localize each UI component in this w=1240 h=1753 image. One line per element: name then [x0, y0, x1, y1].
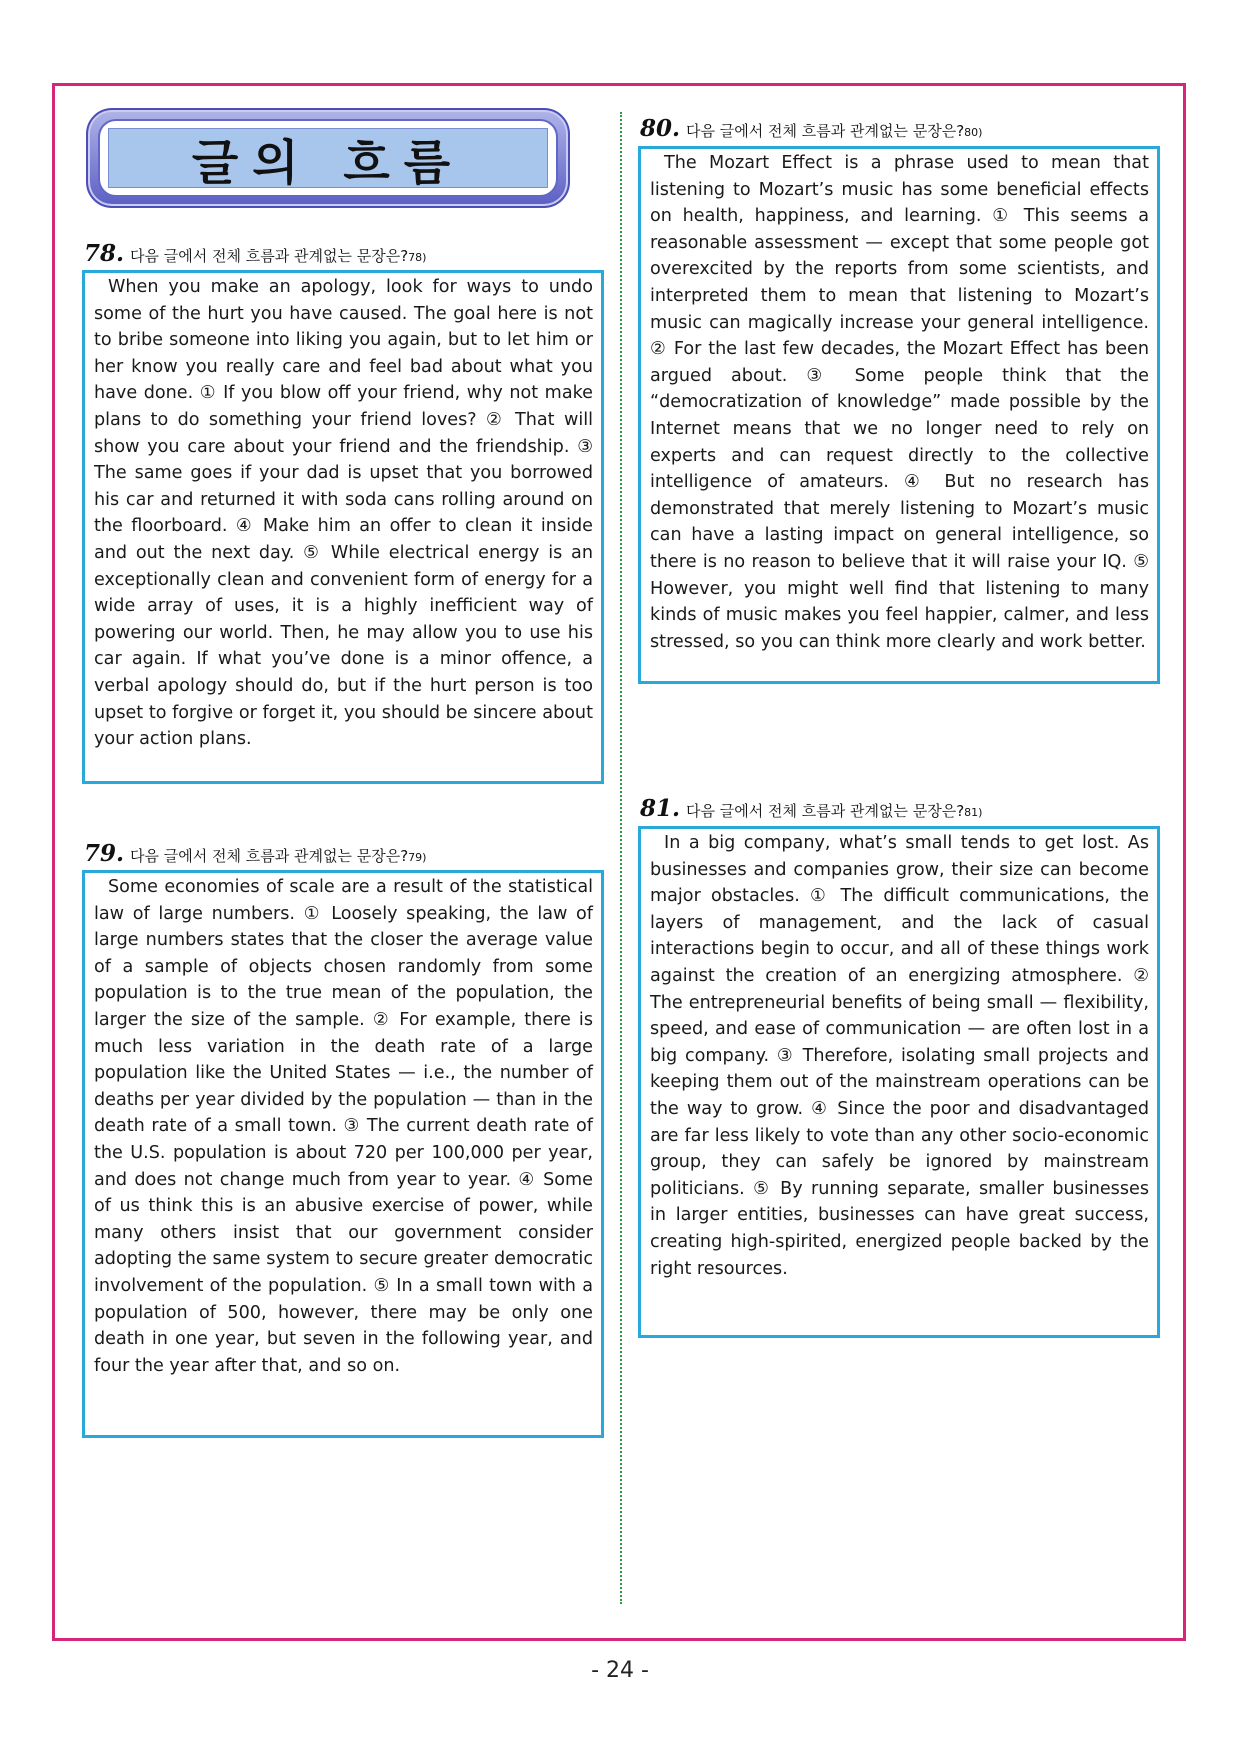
- question-78-passage: When you make an apology, look for ways to undo some of the hurt you have caused. The goal here is not to bribe someone into liking you again, but to let him or her know you really care and feel bad about what you have done. ① If you blow off your friend, why not make plans to do something your friend loves? ② That will show you care about your friend and the friendship. ③ The same goes if your dad is upset that you borrowed his car and returned it with soda cans rolling around on the floorboard. ④ Make him an offer to clean it inside and out the next day. ⑤ While electrical energy is an exceptionally clean and convenient form of energy for a wide array of uses, it is a highly inefficient way of powering our world. Then, he may allow you to use his car again. If what you’ve done is a minor offence, a verbal apology should do, but if the hurt person is too upset to forgive or forget it, you should be sincere about your action plans.: [82, 270, 604, 784]
- footnote-ref: 79): [408, 851, 427, 864]
- banner-inner: [108, 128, 548, 191]
- section-title-banner: [86, 108, 570, 208]
- question-number: 79.: [84, 840, 125, 867]
- footnote-ref: 81): [964, 806, 983, 819]
- question-79-header: [84, 840, 426, 867]
- question-80-passage: The Mozart Effect is a phrase used to mean that listening to Mozart’s music has some beneficial effects on health, happiness, and learning. ① This seems a reasonable assessment — except that some people got overexcited by the reports from some scientists, and interpreted them to mean that listening to Mozart’s music can magically increase your general intelligence. ② For the last few decades, the Mozart Effect has been argued about. ③ Some people think that the “democratization of knowledge” made possible by the Internet means that we no longer need to rely on experts and can request directly to the collective intelligence of amateurs. ④ But no research has demonstrated that merely listening to Mozart’s music can have a lasting impact on general intelligence, so there is no reason to believe that it will raise your IQ. ⑤ However, you might well find that listening to many kinds of music makes you feel happier, calmer, and less stressed, so you can think more clearly and work better.: [638, 146, 1160, 684]
- question-number: 80.: [640, 115, 681, 142]
- question-prompt: 다음 글에서 전체 흐름과 관계없는 문장은?: [686, 802, 965, 820]
- question-79-passage: Some economies of scale are a result of the statistical law of large numbers. ① Loosely speaking, the law of large numbers states that the closer the average value of a sample of objects chosen randomly from some population is to the true mean of the population, the larger the size of the sample. ② For example, there is much less variation in the death rate of a large population like the United States — i.e., the number of deaths per year divided by the population — than in the death rate of a small town. ③ The current death rate of the U.S. population is about 720 per 100,000 per year, and does not change much from year to year. ④ Some of us think this is an abusive exercise of power, while many others insist that our government consider adopting the same system to secure greater democratic involvement of the population. ⑤ In a small town with a population of 500, however, there may be only one death in one year, but seven in the following year, and four the year after that, and so on.: [82, 870, 604, 1438]
- question-number: 78.: [84, 240, 125, 267]
- question-80-header: [640, 115, 982, 142]
- question-78-header: [84, 240, 426, 267]
- footnote-ref: 78): [408, 251, 427, 264]
- page-number: - 24 -: [591, 1658, 649, 1683]
- section-title: 글의 흐름: [191, 134, 465, 191]
- question-prompt: 다음 글에서 전체 흐름과 관계없는 문장은?: [130, 847, 409, 865]
- footnote-ref: 80): [964, 126, 983, 139]
- question-81-passage: In a big company, what’s small tends to get lost. As businesses and companies grow, their size can become major obstacles. ① The difficult communications, the layers of management, and the lack of casual interactions begin to occur, and all of these things work against the creation of an energizing atmosphere. ② The entrepreneurial benefits of being small — flexibility, speed, and ease of communication — are often lost in a big company. ③ Therefore, isolating small projects and keeping them out of the mainstream operations can be the way to grow. ④ Since the poor and disadvantaged are far less likely to vote than any other socio-economic group, they can safely be ignored by mainstream politicians. ⑤ By running separate, smaller businesses in larger entities, businesses can have great success, creating high-spirited, energized people backed by the right resources.: [638, 826, 1160, 1338]
- question-81-header: [640, 795, 982, 822]
- question-prompt: 다음 글에서 전체 흐름과 관계없는 문장은?: [686, 122, 965, 140]
- question-number: 81.: [640, 795, 681, 822]
- question-prompt: 다음 글에서 전체 흐름과 관계없는 문장은?: [130, 247, 409, 265]
- column-divider: [620, 112, 622, 1604]
